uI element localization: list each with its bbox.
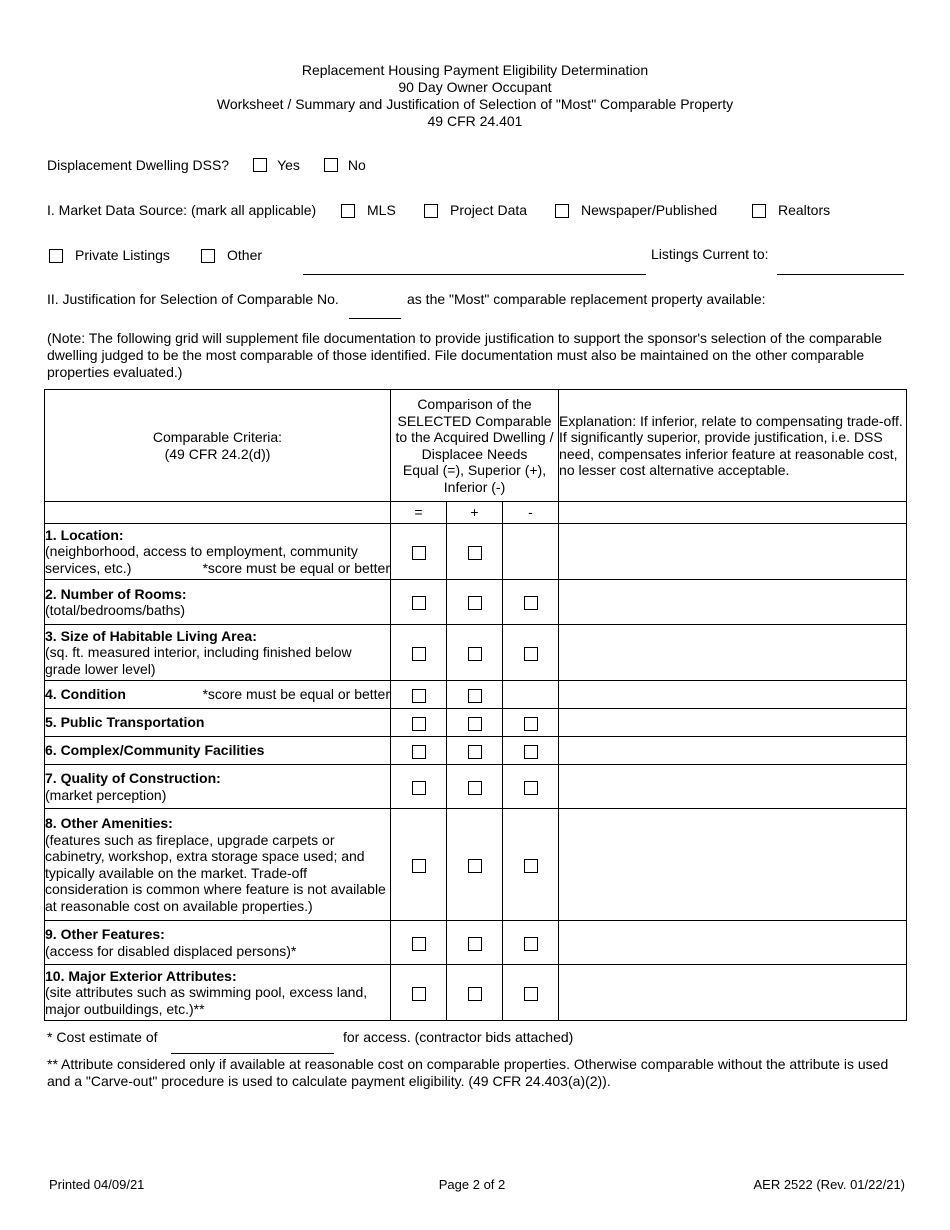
criteria-description: (market perception) xyxy=(45,786,167,803)
mls-label: MLS xyxy=(367,202,396,218)
table-row xyxy=(45,809,907,921)
other-source-field[interactable] xyxy=(303,274,646,275)
justification-label-end: as the "Most" comparable replacement property available: xyxy=(407,291,766,307)
listings-current-label: Listings Current to: xyxy=(651,246,769,262)
exterior-superior-checkbox[interactable] xyxy=(468,987,482,1001)
criteria-score-note: *score must be equal or better xyxy=(202,559,390,576)
table-row xyxy=(45,965,907,1021)
criteria-construction-quality xyxy=(45,765,391,809)
criteria-living-area xyxy=(45,625,391,681)
private-listings-label: Private Listings xyxy=(75,247,170,263)
construction-equal-checkbox[interactable] xyxy=(412,781,426,795)
attribute-note: ** Attribute considered only if available at reasonable cost on comparable properties. Otherwise comparable without the attribute is used and a "Carve-out" procedure is used to calculate payment eligibility. (49 CFR 24.403(a)(2)). xyxy=(47,1056,889,1089)
exterior-inferior-checkbox[interactable] xyxy=(524,987,538,1001)
project-data-checkbox[interactable] xyxy=(424,204,438,218)
living-area-explanation-field[interactable] xyxy=(559,625,907,681)
table-row xyxy=(45,681,907,709)
table-row xyxy=(45,580,907,625)
facilities-superior-checkbox[interactable] xyxy=(468,745,482,759)
form-subtitle: 90 Day Owner Occupant xyxy=(398,79,552,95)
comparable-number-field[interactable] xyxy=(349,318,401,319)
other-checkbox[interactable] xyxy=(201,249,215,263)
amenities-superior-checkbox[interactable] xyxy=(468,859,482,873)
criteria-description-line xyxy=(45,560,390,577)
criteria-description: (neighborhood, access to employment, community xyxy=(45,543,358,560)
realtors-checkbox[interactable] xyxy=(752,204,766,218)
rooms-equal-checkbox[interactable] xyxy=(412,596,426,610)
criteria-title: 6. Complex/Community Facilities xyxy=(45,742,265,759)
transportation-inferior-checkbox[interactable] xyxy=(524,717,538,731)
construction-superior-checkbox[interactable] xyxy=(468,781,482,795)
criteria-title: 4. Condition xyxy=(45,686,126,703)
comparison-header-line: Displacee Needs xyxy=(421,445,528,462)
table-row xyxy=(45,709,907,737)
empty-cell xyxy=(503,524,559,580)
inferior-symbol: - xyxy=(503,502,559,524)
amenities-equal-checkbox[interactable] xyxy=(412,859,426,873)
criteria-header xyxy=(45,390,391,502)
comparison-header-line: Comparison of the xyxy=(417,396,532,412)
living-area-equal-checkbox[interactable] xyxy=(412,647,426,661)
features-inferior-checkbox[interactable] xyxy=(524,937,538,951)
form-header xyxy=(0,62,950,130)
features-explanation-field[interactable] xyxy=(559,921,907,965)
cost-estimate-label: * Cost estimate of xyxy=(47,1029,158,1045)
criteria-condition-line xyxy=(45,686,390,703)
newspaper-checkbox[interactable] xyxy=(555,204,569,218)
criteria-other-features xyxy=(45,921,391,965)
dss-row xyxy=(47,157,366,173)
comparison-header-line: Inferior (-) xyxy=(443,478,506,495)
facilities-inferior-checkbox[interactable] xyxy=(524,745,538,759)
criteria-location xyxy=(45,524,391,580)
mls-checkbox[interactable] xyxy=(341,204,355,218)
rooms-inferior-checkbox[interactable] xyxy=(524,596,538,610)
comparison-header-line: SELECTED Comparable xyxy=(397,412,552,429)
table-row xyxy=(45,737,907,765)
comparison-header-line: to the Acquired Dwelling / xyxy=(395,429,554,445)
criteria-description: (total/bedrooms/baths) xyxy=(45,602,186,618)
symbol-spacer-cell xyxy=(559,502,907,524)
dss-no-label: No xyxy=(347,157,366,173)
market-source-label: I. Market Data Source: (mark all applicable) xyxy=(47,202,317,218)
criteria-description: (sq. ft. measured interior, including finished below grade lower level) xyxy=(45,644,352,677)
criteria-title: 9. Other Features: xyxy=(45,926,165,942)
project-data-label: Project Data xyxy=(450,202,528,218)
comparison-header-line: Equal (=), Superior (+), xyxy=(402,462,547,478)
transportation-superior-checkbox[interactable] xyxy=(468,717,482,731)
condition-equal-checkbox[interactable] xyxy=(412,689,426,703)
footer-page-number: Page 2 of 2 xyxy=(438,1177,506,1192)
criteria-other-amenities xyxy=(45,809,391,921)
comparison-header xyxy=(391,390,559,502)
symbol-spacer-cell xyxy=(45,502,391,524)
exterior-equal-checkbox[interactable] xyxy=(412,987,426,1001)
listings-current-date-field[interactable] xyxy=(777,274,904,275)
condition-explanation-field[interactable] xyxy=(559,681,907,709)
criteria-title: 3. Size of Habitable Living Area: xyxy=(45,627,257,644)
rooms-superior-checkbox[interactable] xyxy=(468,596,482,610)
table-row xyxy=(45,625,907,681)
criteria-header-reference: (49 CFR 24.2(d)) xyxy=(164,445,271,462)
newspaper-label: Newspaper/Published xyxy=(581,202,718,218)
criteria-title: 2. Number of Rooms: xyxy=(45,585,187,602)
location-superior-checkbox[interactable] xyxy=(468,546,482,560)
criteria-description: (access for disabled displaced persons)* xyxy=(45,942,297,959)
construction-explanation-field[interactable] xyxy=(559,765,907,809)
criteria-exterior-attributes xyxy=(45,965,391,1021)
table-row xyxy=(45,921,907,965)
dss-label: Displacement Dwelling DSS? xyxy=(47,157,230,173)
amenities-inferior-checkbox[interactable] xyxy=(524,859,538,873)
empty-cell xyxy=(503,681,559,709)
living-area-inferior-checkbox[interactable] xyxy=(524,647,538,661)
criteria-title: 8. Other Amenities: xyxy=(45,815,173,831)
criteria-title: 10. Major Exterior Attributes: xyxy=(45,967,237,984)
exterior-explanation-field[interactable] xyxy=(559,965,907,1021)
transportation-explanation-field[interactable] xyxy=(559,709,907,737)
criteria-public-transportation xyxy=(45,709,391,737)
cost-estimate-field[interactable] xyxy=(171,1053,334,1054)
condition-superior-checkbox[interactable] xyxy=(468,689,482,703)
criteria-header-title: Comparable Criteria: xyxy=(152,429,283,445)
other-label: Other xyxy=(227,247,263,263)
criteria-title: 5. Public Transportation xyxy=(45,714,205,731)
table-row xyxy=(45,765,907,809)
location-explanation-field[interactable] xyxy=(559,524,907,580)
explanation-header: Explanation: If inferior, relate to compensating trade-off. If significantly superior, provide justification, i.e. DSS need, compensates inferior feature at reasonable cost, no lesser cost alternative acceptable. xyxy=(559,390,907,502)
comparable-criteria-grid xyxy=(44,389,907,1021)
form-title: Replacement Housing Payment Eligibility Determination xyxy=(301,62,649,78)
table-row xyxy=(45,524,907,580)
criteria-community-facilities xyxy=(45,737,391,765)
living-area-superior-checkbox[interactable] xyxy=(468,647,482,661)
criteria-rooms xyxy=(45,580,391,625)
grid-note: (Note: The following grid will supplement file documentation to provide justification to support the sponsor's selection of the comparable dwelling judged to be the most comparable of those identified. File documentation must also be maintained on the other comparable properties evaluated.) xyxy=(47,330,883,380)
construction-inferior-checkbox[interactable] xyxy=(524,781,538,795)
criteria-description: services, etc.) xyxy=(45,559,132,576)
form-worksheet-title: Worksheet / Summary and Justification of Selection of "Most" Comparable Property xyxy=(216,96,734,112)
criteria-description: (features such as fireplace, upgrade carpets or cabinetry, workshop, extra storage space used; and typically available on the market. Trade-off consideration is common where feature is not available at reasonable cost on available properties.) xyxy=(45,831,386,914)
criteria-title: 7. Quality of Construction: xyxy=(45,770,221,786)
amenities-explanation-field[interactable] xyxy=(559,809,907,921)
realtors-label: Realtors xyxy=(778,202,831,218)
footer-form-number: AER 2522 (Rev. 01/22/21) xyxy=(753,1177,905,1192)
superior-symbol: + xyxy=(447,502,503,524)
cost-estimate-label-end: for access. (contractor bids attached) xyxy=(343,1029,574,1045)
location-equal-checkbox[interactable] xyxy=(412,546,426,560)
criteria-description: (site attributes such as swimming pool, excess land, major outbuildings, etc.)** xyxy=(45,984,368,1017)
footer-printed-date: Printed 04/09/21 xyxy=(49,1177,145,1192)
criteria-title: 1. Location: xyxy=(45,526,124,543)
features-equal-checkbox[interactable] xyxy=(412,937,426,951)
dss-yes-label: Yes xyxy=(277,157,300,173)
private-listings-checkbox[interactable] xyxy=(49,249,63,263)
facilities-explanation-field[interactable] xyxy=(559,737,907,765)
dss-no-checkbox[interactable] xyxy=(324,158,338,172)
criteria-score-note: *score must be equal or better xyxy=(202,686,390,703)
dss-yes-checkbox[interactable] xyxy=(253,158,267,172)
justification-label: II. Justification for Selection of Comparable No. xyxy=(47,291,339,307)
criteria-condition xyxy=(45,681,391,709)
equal-symbol: = xyxy=(391,502,447,524)
rooms-explanation-field[interactable] xyxy=(559,580,907,625)
form-regulation: 49 CFR 24.401 xyxy=(427,113,523,129)
facilities-equal-checkbox[interactable] xyxy=(412,745,426,759)
features-superior-checkbox[interactable] xyxy=(468,937,482,951)
transportation-equal-checkbox[interactable] xyxy=(412,717,426,731)
